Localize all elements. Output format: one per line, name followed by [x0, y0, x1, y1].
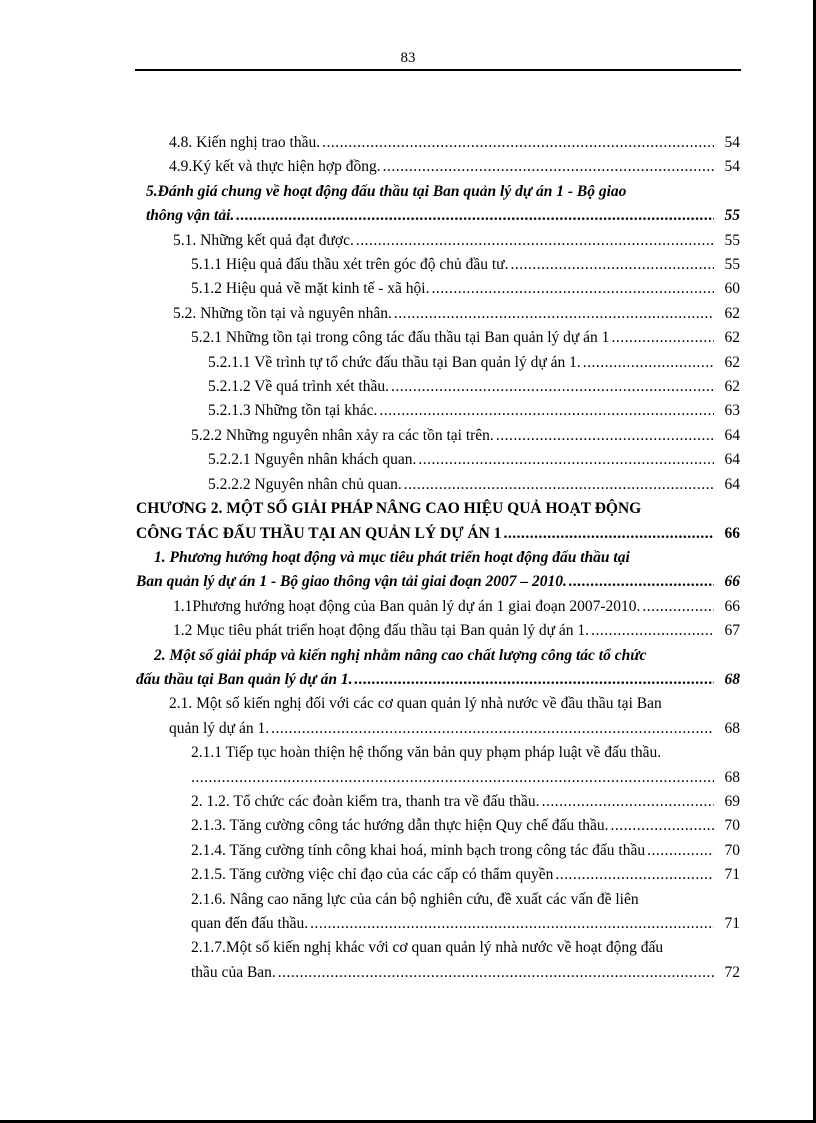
toc-page-number: 64	[724, 451, 740, 469]
toc-entry-label: 5.2.2 Những nguyên nhân xảy ra các tồn tại trên.	[191, 426, 494, 444]
toc-entry-5-2-2[interactable]	[136, 424, 740, 448]
toc-entry-label: thông vận tải.	[146, 207, 235, 225]
toc-page-number: 55	[724, 231, 740, 249]
dot-leader	[555, 863, 714, 887]
toc-entry-5-2[interactable]	[136, 302, 740, 326]
toc-page-number: 68	[724, 719, 740, 737]
toc-entry-label: 5.1. Những kết quả đạt được.	[173, 231, 354, 249]
toc-entry-2-1[interactable]	[136, 717, 740, 741]
toc-entry-label: 5.2. Những tồn tại và nguyên nhân.	[173, 304, 392, 322]
toc-page-number: 66	[724, 524, 740, 542]
toc-entry-label: 2.1.4. Tăng cường tính công khai hoá, minh bạch trong công tác đấu thầu	[191, 841, 646, 859]
toc-page-number: 60	[724, 280, 740, 298]
toc-entry-5-2-2-2[interactable]	[136, 473, 740, 497]
toc-chapter-2-line1[interactable]: CHƯƠNG 2. MỘT SỐ GIẢI PHÁP NÂNG CAO HIỆU QUẢ HOẠT ĐỘNG	[136, 500, 642, 518]
dot-leader	[356, 229, 714, 253]
dot-leader	[431, 277, 714, 301]
dot-leader	[391, 375, 714, 399]
toc-page-number: 67	[724, 622, 740, 640]
toc-entry-label: 2.1.3. Tăng cường công tác hướng dẫn thực hiện Quy chế đấu thầu.	[191, 817, 609, 835]
toc-page-number: 68	[724, 768, 740, 786]
toc-page-number: 64	[724, 475, 740, 493]
dot-leader	[583, 351, 714, 375]
dot-leader	[354, 668, 714, 692]
toc-entry-label: 5.1.2 Hiệu quả về mặt kinh tế - xã hội.	[191, 280, 430, 298]
toc-entry-1-1[interactable]	[136, 595, 740, 619]
toc-page-number: 62	[724, 304, 740, 322]
header-rule	[135, 69, 741, 71]
toc-entry-label: quản lý dự án 1.	[169, 719, 270, 737]
toc-page-number: 62	[724, 353, 740, 371]
toc-entry-5-2-2-1[interactable]	[136, 448, 740, 472]
dot-leader	[642, 595, 714, 619]
dot-leader	[569, 570, 714, 594]
toc-entry-5-line1[interactable]: 5.Đánh giá chung về hoạt động đấu thầu tại Ban quản lý dự án 1 - Bộ giao	[146, 182, 627, 200]
toc-entry-2-1-7[interactable]	[136, 961, 740, 985]
toc-entry-2-1-5[interactable]	[136, 863, 740, 887]
toc-entry-label: 5.1.1 Hiệu quả đấu thầu xét trên góc độ chủ đầu tư.	[191, 256, 509, 274]
toc-entry-label: 4.8. Kiến nghị trao thầu.	[169, 134, 321, 151]
toc-page-number: 66	[724, 573, 740, 591]
toc-page-number: 54	[724, 134, 740, 151]
dot-leader	[542, 790, 714, 814]
toc-entry-5-2-1-3[interactable]	[136, 399, 740, 423]
toc-entry-5-1-2[interactable]	[136, 277, 740, 301]
toc-entry-label: 5.2.2.1 Nguyên nhân khách quan.	[208, 451, 417, 469]
toc-page-number: 62	[724, 378, 740, 396]
toc-entry-5[interactable]	[136, 204, 740, 228]
toc-entry-label: thầu của Ban.	[191, 963, 276, 981]
toc-entry-label: CÔNG TÁC ĐẤU THẦU TẠI AN QUẢN LÝ DỰ ÁN 1	[136, 524, 502, 542]
toc-entry-2-1-3[interactable]	[136, 814, 740, 838]
toc-page-number: 70	[724, 817, 740, 835]
toc-entry-label: 2. 1.2. Tổ chức các đoàn kiểm tra, thanh tra về đấu thầu.	[191, 792, 540, 810]
dot-leader	[611, 814, 714, 838]
toc-entry-label: 5.2.2.2 Nguyên nhân chủ quan.	[208, 475, 402, 493]
toc-entry-5-1-1[interactable]	[136, 253, 740, 277]
toc-entry-2-1-2[interactable]	[136, 790, 740, 814]
toc-page-number: 55	[724, 207, 740, 225]
dot-leader	[310, 912, 714, 936]
dot-leader	[394, 302, 714, 326]
toc-entry-2-1-4[interactable]	[136, 839, 740, 863]
page-number: 83	[400, 50, 416, 66]
toc-entry-5-2-1[interactable]	[136, 326, 740, 350]
toc-entry-label: 5.2.1 Những tồn tại trong công tác đấu thầu tại Ban quản lý dự án 1	[191, 329, 610, 347]
toc-entry-label: 1.2 Mục tiêu phát triển hoạt động đấu thầu tại Ban quản lý dự án 1.	[173, 622, 590, 640]
dot-leader	[322, 131, 714, 155]
dot-leader	[496, 424, 714, 448]
toc-entry-5-2-1-2[interactable]	[136, 375, 740, 399]
toc-page-number: 64	[724, 426, 740, 444]
toc-entry-2-1-6-line1[interactable]: 2.1.6. Nâng cao năng lực của cán bộ nghiên cứu, đề xuất các vấn đề liên	[191, 890, 639, 908]
dot-leader	[611, 326, 714, 350]
dot-leader	[236, 204, 714, 228]
dot-leader	[191, 766, 714, 790]
toc-entry-2[interactable]	[136, 668, 740, 692]
toc-page-number: 68	[724, 670, 740, 688]
toc-page-number: 62	[724, 329, 740, 347]
toc-entry-2-1-1-line1[interactable]: 2.1.1 Tiếp tục hoàn thiện hệ thống văn bản quy phạm pháp luật về đấu thầu.	[191, 744, 662, 762]
table-of-contents	[136, 131, 740, 985]
toc-chapter-2[interactable]	[136, 522, 740, 546]
toc-page-number: 63	[724, 402, 740, 420]
toc-entry-label: 2.1.5. Tăng cường việc chỉ đạo của các cấp có thẩm quyền	[191, 866, 554, 884]
toc-entry-label: 5.2.1.3 Những tồn tại khác.	[208, 402, 378, 420]
toc-entry-5-2-1-1[interactable]	[136, 351, 740, 375]
toc-entry-1-2[interactable]	[136, 619, 740, 643]
toc-entry-2-1-1[interactable]	[136, 766, 740, 790]
toc-page-number: 54	[724, 158, 740, 176]
dot-leader	[379, 399, 714, 423]
toc-page-number: 71	[724, 866, 740, 884]
dot-leader	[591, 619, 714, 643]
dot-leader	[271, 717, 714, 741]
dot-leader	[418, 448, 714, 472]
toc-entry-label: 1.1Phương hướng hoạt động của Ban quản lý dự án 1 giai đoạn 2007-2010.	[173, 597, 641, 615]
toc-entry-4-8[interactable]	[136, 131, 740, 155]
toc-entry-label: 4.9.Ký kết và thực hiện hợp đồng.	[169, 158, 381, 176]
toc-entry-2-1-line1[interactable]: 2.1. Một số kiến nghị đối với các cơ quan quản lý nhà nước về đầu thầu tại Ban	[169, 695, 662, 713]
toc-page-number: 66	[724, 597, 740, 615]
dot-leader	[647, 839, 714, 863]
toc-entry-label: Ban quản lý dự án 1 - Bộ giao thông vận tải giai đoạn 2007 – 2010.	[136, 573, 567, 591]
toc-entry-label: 5.2.1.1 Về trình tự tổ chức đấu thầu tại Ban quản lý dự án 1.	[208, 353, 581, 371]
dot-leader	[510, 253, 714, 277]
toc-entry-4-9[interactable]	[136, 155, 740, 179]
toc-entry-2-line1[interactable]: 2. Một số giải pháp và kiến nghị nhằm nâng cao chất lượng công tác tổ chức	[154, 646, 647, 664]
toc-page-number: 72	[724, 963, 740, 981]
toc-entry-label: 5.2.1.2 Về quá trình xét thầu.	[208, 378, 389, 396]
toc-page-number: 69	[724, 792, 740, 810]
toc-entry-label: quan đến đấu thầu.	[191, 915, 309, 932]
toc-entry-2-1-7-line1[interactable]: 2.1.7.Một số kiến nghị khác với cơ quan quản lý nhà nước về hoạt động đấu	[191, 939, 664, 957]
toc-page-number: 70	[724, 841, 740, 859]
dot-leader	[503, 522, 714, 546]
toc-page-number: 71	[724, 915, 740, 932]
toc-entry-2-1-6[interactable]	[136, 912, 740, 936]
toc-entry-1[interactable]	[136, 570, 740, 594]
toc-page-number: 55	[724, 256, 740, 274]
dot-leader	[404, 473, 714, 497]
toc-entry-1-line1[interactable]: 1. Phương hướng hoạt động và mục tiêu phát triển hoạt động đấu thầu tại	[154, 548, 630, 566]
toc-entry-label: đấu thầu tại Ban quản lý dự án 1.	[136, 670, 353, 688]
dot-leader	[383, 155, 714, 179]
dot-leader	[278, 961, 714, 985]
toc-entry-5-1[interactable]	[136, 229, 740, 253]
